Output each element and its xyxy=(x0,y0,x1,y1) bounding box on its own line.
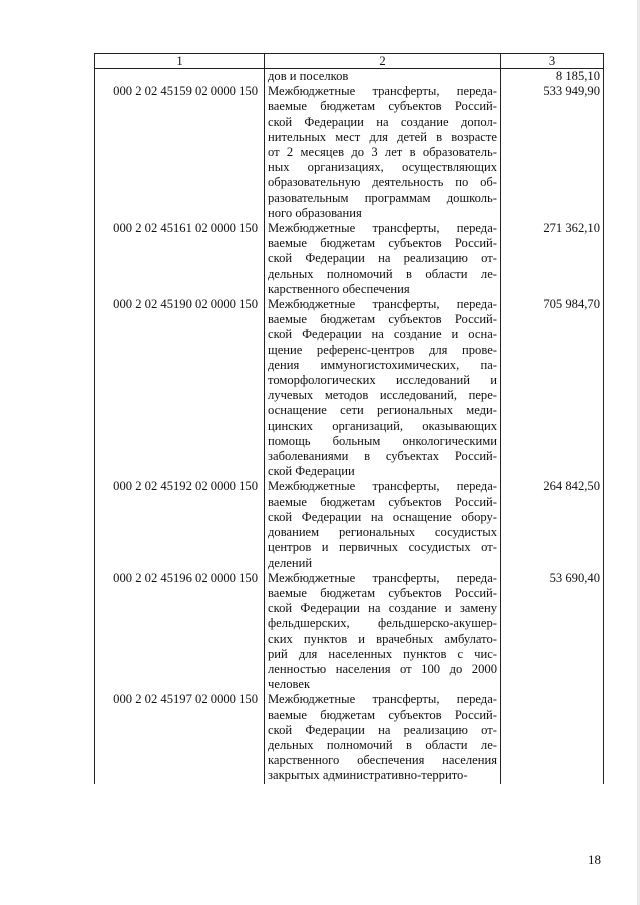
amount-cell xyxy=(501,692,604,783)
table-row xyxy=(95,69,604,85)
description-line: ваемые бюджетам субъектов Россий- xyxy=(268,494,497,509)
description-line: ваемые бюджетам субъектов Россий- xyxy=(268,707,497,722)
column-header-1: 1 xyxy=(95,54,265,69)
description-line: Межбюджетные трансферты, переда- xyxy=(268,692,497,707)
amount-cell: 8 185,10 xyxy=(501,69,604,85)
description-line: центров и первичных сосудистых от- xyxy=(268,540,497,555)
description-line: рий для населенных пунктов с чис- xyxy=(268,646,497,661)
description-cell xyxy=(265,221,501,297)
description-line: ской Федерации на создание и замену xyxy=(268,601,497,616)
page-number: 18 xyxy=(588,852,601,867)
description-cell xyxy=(265,479,501,570)
table-row xyxy=(95,692,604,783)
description-line: от 2 месяцев до 3 лет в образователь- xyxy=(268,145,497,160)
description-line: ленностью населения от 100 до 2000 xyxy=(268,661,497,676)
description-cell xyxy=(265,692,501,783)
description-line: помощь больным онкологическими xyxy=(268,433,497,448)
amount-cell: 264 842,50 xyxy=(501,479,604,570)
description-line: дованием региональных сосудистых xyxy=(268,525,497,540)
table-body xyxy=(95,69,604,784)
budget-code-cell: 000 2 02 45161 02 0000 150 xyxy=(95,221,265,297)
description-line: ской Федерации xyxy=(268,464,355,479)
description-line: ных организациях, осуществляющих xyxy=(268,160,497,175)
budget-code-cell: 000 2 02 45159 02 0000 150 xyxy=(95,84,265,221)
budget-code-cell: 000 2 02 45190 02 0000 150 xyxy=(95,297,265,479)
description-line: делений xyxy=(268,555,313,570)
description-line: щение референс-центров для прове- xyxy=(268,342,497,357)
description-line: Межбюджетные трансферты, переда- xyxy=(268,479,497,494)
column-header-2: 2 xyxy=(265,54,501,69)
description-line: ской Федерации на создание допол- xyxy=(268,114,497,129)
table-row xyxy=(95,221,604,297)
description-line: Межбюджетные трансферты, переда- xyxy=(268,570,497,585)
description-line: ваемые бюджетам субъектов Россий- xyxy=(268,312,497,327)
description-line: дения иммуногистохимических, па- xyxy=(268,357,497,372)
description-line: ваемые бюджетам субъектов Россий- xyxy=(268,99,497,114)
table-header-row xyxy=(95,54,604,69)
description-line: ской Федерации на реализацию от- xyxy=(268,251,497,266)
budget-code-cell: 000 2 02 45192 02 0000 150 xyxy=(95,479,265,570)
description-line: лучевых методов исследований, пере- xyxy=(268,388,497,403)
description-line: ваемые бюджетам субъектов Россий- xyxy=(268,236,497,251)
description-line: томорфологических исследований и xyxy=(268,373,497,388)
description-line: закрытых административно-террито- xyxy=(268,768,468,783)
description-line: карственного обеспечения населения xyxy=(268,753,497,768)
description-line: ного образования xyxy=(268,205,362,220)
description-line: цинских организаций, оказывающих xyxy=(268,418,497,433)
table-row xyxy=(95,479,604,570)
column-header-3: 3 xyxy=(501,54,604,69)
amount-cell: 705 984,70 xyxy=(501,297,604,479)
table-row xyxy=(95,297,604,479)
budget-table xyxy=(94,53,604,784)
table-row xyxy=(95,84,604,221)
amount-cell: 271 362,10 xyxy=(501,221,604,297)
description-line: нительных мест для детей в возрасте xyxy=(268,129,497,144)
description-line: дельных полномочий в области ле- xyxy=(268,737,497,752)
description-line: ской Федерации на создание и осна- xyxy=(268,327,497,342)
budget-code-cell: 000 2 02 45197 02 0000 150 xyxy=(95,692,265,783)
budget-code-cell: 000 2 02 45196 02 0000 150 xyxy=(95,571,265,693)
description-line: заболеваниями в субъектах Россий- xyxy=(268,449,497,464)
description-line: разовательным программам дошколь- xyxy=(268,190,497,205)
description-line: образовательную деятельность по об- xyxy=(268,175,497,190)
description-cell xyxy=(265,84,501,221)
description-cell xyxy=(265,297,501,479)
description-line: ваемые бюджетам субъектов Россий- xyxy=(268,585,497,600)
amount-cell: 533 949,90 xyxy=(501,84,604,221)
description-line: Межбюджетные трансферты, переда- xyxy=(268,297,497,312)
description-cell xyxy=(265,69,501,85)
description-line: человек xyxy=(268,677,311,692)
description-line: дельных полномочий в области ле- xyxy=(268,266,497,281)
budget-code-cell xyxy=(95,69,265,85)
description-line: фельдшерских, фельдшерско-акушер- xyxy=(268,616,497,631)
description-line: ских пунктов и врачебных амбулато- xyxy=(268,631,497,646)
description-line: Межбюджетные трансферты, переда- xyxy=(268,84,497,99)
description-line: Межбюджетные трансферты, переда- xyxy=(268,221,497,236)
description-line: дов и поселков xyxy=(268,69,349,83)
description-line: карственного обеспечения xyxy=(268,281,410,296)
description-cell xyxy=(265,571,501,693)
amount-cell: 53 690,40 xyxy=(501,571,604,693)
description-line: ской Федерации на реализацию от- xyxy=(268,722,497,737)
table-row xyxy=(95,571,604,693)
description-line: оснащение сети региональных меди- xyxy=(268,403,497,418)
description-line: ской Федерации на оснащение обору- xyxy=(268,509,497,524)
